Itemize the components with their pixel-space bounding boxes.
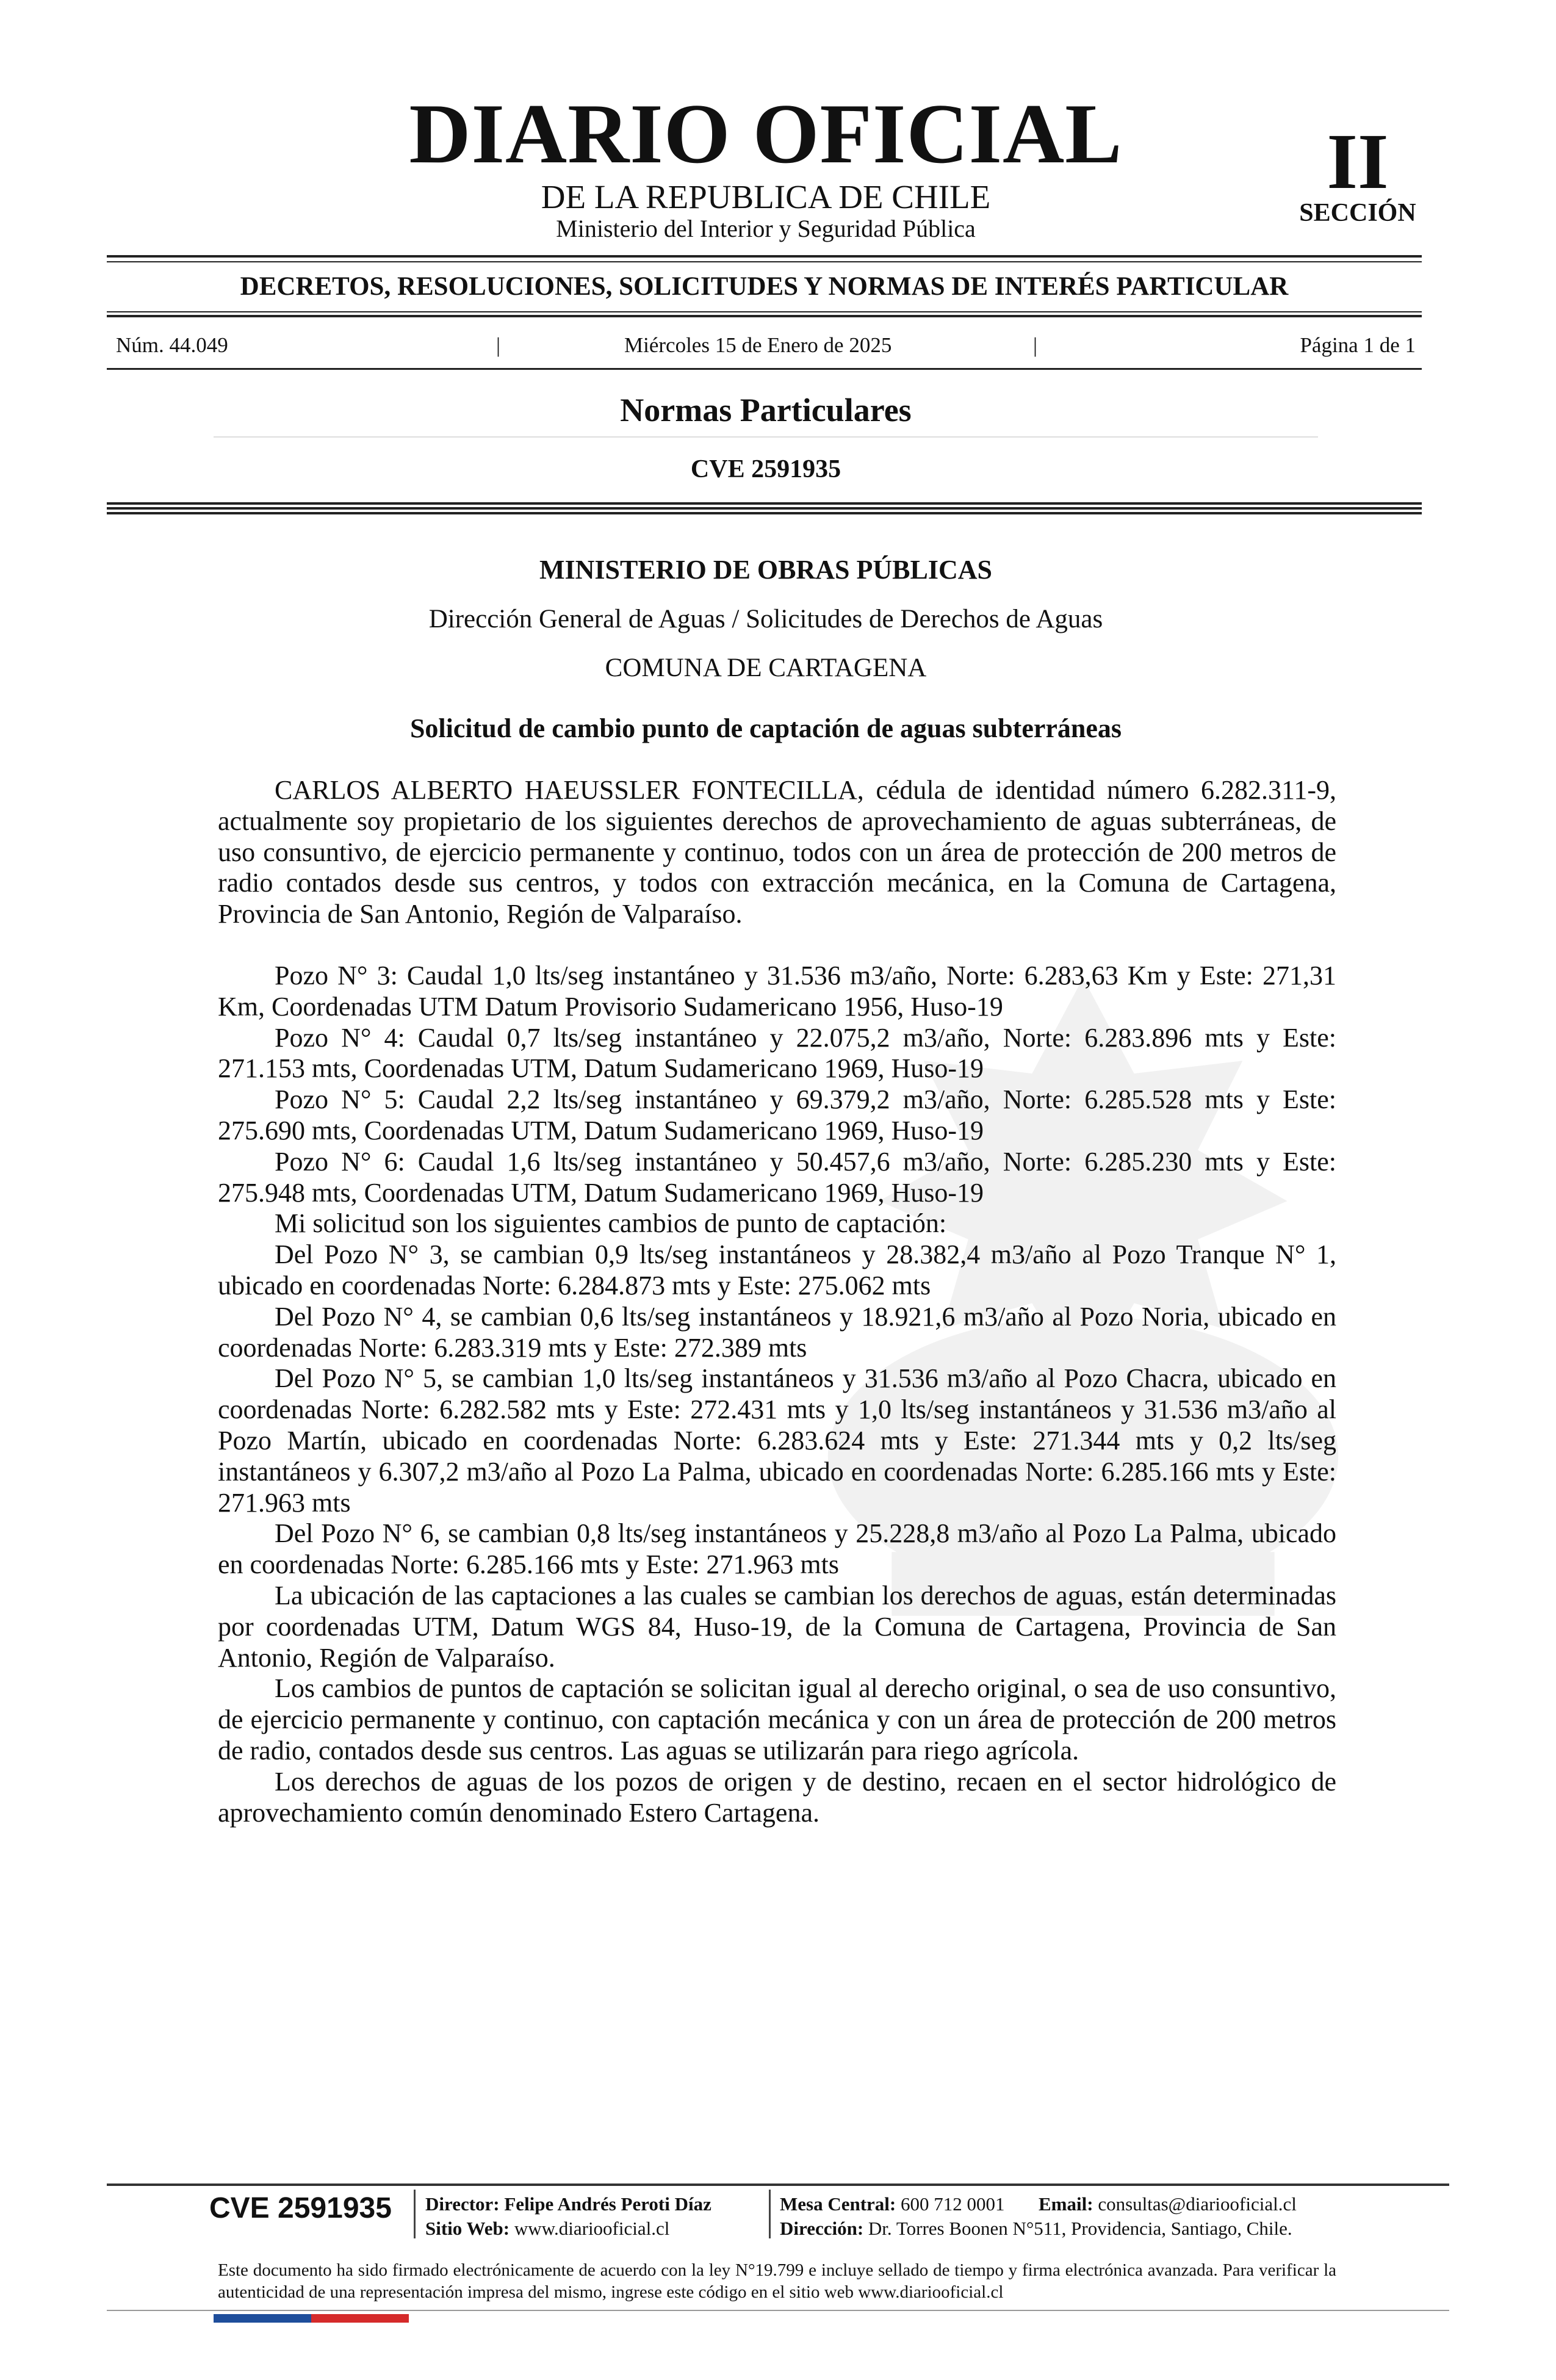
header-rule-1 [107,502,1422,505]
body-paragraph: Del Pozo N° 6, se cambian 0,8 lts/seg instantáneos y 25.228,8 m3/año al Pozo La Palma, ubicado en coordenadas Norte: 6.285.166 mts y Este: 271.963 mts [218,1518,1336,1580]
footer-bottom-rule [107,2310,1449,2311]
section-label: SECCIÓN [1299,199,1416,227]
commune-heading: COMUNA DE CARTAGENA [605,654,927,682]
email-label: Email: [1039,2193,1093,2215]
footer-legal-note: Este documento ha sido firmado electrónicamente de acuerdo con la ley N°19.799 e incluye sellado de tiempo y firma electrónica avanzada. Para verificar la autenticidad de una representación impresa del mismo, ingrese este código en el sitio web www.diariooficial.cl [218,2260,1336,2302]
issue-rule [107,368,1422,370]
body-paragraph: Pozo N° 6: Caudal 1,6 lts/seg instantáneo y 50.457,6 m3/año, Norte: 6.285.230 mts y Este: 275.948 mts, Coordenadas UTM, Datum Sudamericano 1969, Huso-19 [218,1146,1336,1208]
footer-divider [414,2190,416,2238]
body-paragraph: Pozo N° 4: Caudal 0,7 lts/seg instantáneo y 22.075,2 m3/año, Norte: 6.283.896 mts y Este: 271.153 mts, Coordenadas UTM, Datum Sudamericano 1969, Huso-19 [218,1022,1336,1084]
body-paragraph: Los cambios de puntos de captación se solicitan igual al derecho original, o sea de uso consuntivo, de ejercicio permanente y continuo, con captación mecánica y con un área de protección de 200 metros de radio, contados desde sus centros. Las aguas se utilizarán para riego agrícola. [218,1673,1336,1765]
footer-website [425,2219,669,2238]
banner-rule-bottom [107,315,1422,317]
body-paragraph: Pozo N° 3: Caudal 1,0 lts/seg instantáneo y 31.536 m3/año, Norte: 6.283,63 Km y Este: 271,31 Km, Coordenadas UTM Datum Provisorio Sudamericano 1956, Huso-19 [218,960,1336,1022]
cve-code: CVE 2591935 [690,455,841,483]
address-text: Dr. Torres Boonen N°511, Providencia, Santiago, Chile. [868,2218,1292,2239]
footer-cve-code: CVE 2591935 [209,2192,392,2224]
email-link[interactable]: consultas@diariooficial.cl [1098,2193,1297,2215]
body-paragraph: Mi solicitud son los siguientes cambios de punto de captación: [275,1208,947,1239]
body-paragraph: Del Pozo N° 4, se cambian 0,6 lts/seg instantáneos y 18.921,6 m3/año al Pozo Noria, ubicado en coordenadas Norte: 6.283.319 mts y Este: 272.389 mts [218,1301,1336,1363]
section-banner: DECRETOS, RESOLUCIONES, SOLICITUDES Y NORMAS DE INTERÉS PARTICULAR [240,272,1289,301]
masthead-rule-top-thin [107,261,1422,262]
footer-director [425,2194,711,2213]
banner-rule-thin [107,311,1422,312]
section-number: II [1327,118,1389,206]
website-label: Sitio Web: [425,2218,510,2239]
request-title: Solicitud de cambio punto de captación de aguas subterráneas [409,713,1122,743]
address-label: Dirección: [780,2218,864,2239]
body-paragraph: Del Pozo N° 5, se cambian 1,0 lts/seg instantáneos y 31.536 m3/año al Pozo Chacra, ubicado en coordenadas Norte: 6.282.582 mts y Este: 272.431 mts y 1,0 lts/seg instantáneos y 31.536 m3/año al Pozo Martín, ubicado en coordenadas Norte: 6.283.624 mts y Este: 271.344 mts y 0,2 lts/seg instantáneos y 6.307,2 m3/año al Pozo La Palma, ubicado en coordenadas Norte: 6.285.166 mts y Este: 271.963 mts [218,1363,1336,1518]
issue-page: Página 1 de 1 [1300,333,1416,357]
section-title-rule [214,436,1318,438]
flag-stripe-blue [214,2314,311,2323]
masthead-rule-top [107,255,1422,258]
body-paragraph: Pozo N° 5: Caudal 2,2 lts/seg instantáneo y 69.379,2 m3/año, Norte: 6.285.528 mts y Este: 275.690 mts, Coordenadas UTM, Datum Sudamericano 1969, Huso-19 [218,1084,1336,1145]
director-label: Director: [425,2193,500,2215]
issue-separator: | [1033,333,1038,357]
section-title: Normas Particulares [620,392,912,428]
body-paragraph: La ubicación de las captaciones a las cuales se cambian los derechos de aguas, están determinadas por coordenadas UTM, Datum WGS 84, Huso-19, de la Comuna de Cartagena, Provincia de San Antonio, Región de Valparaíso. [218,1580,1336,1673]
issue-separator: | [496,333,501,357]
masthead-ministry: Ministerio del Interior y Seguridad Pública [556,215,976,242]
flag-stripe-red [311,2314,409,2323]
website-link[interactable]: www.diariooficial.cl [514,2218,670,2239]
footer-contact [780,2194,1297,2213]
header-rule-2 [107,507,1422,510]
department-heading: Dirección General de Aguas / Solicitudes de Derechos de Aguas [428,605,1103,633]
footer-address [780,2219,1292,2238]
issue-date: Miércoles 15 de Enero de 2025 [624,333,892,357]
footer-divider [769,2190,771,2238]
body-paragraph: Los derechos de aguas de los pozos de origen y de destino, recaen en el sector hidrológico de aprovechamiento común denominado Estero Cartagena. [218,1766,1336,1828]
mesa-phone: 600 712 0001 [901,2193,1005,2215]
body-paragraph: CARLOS ALBERTO HAEUSSLER FONTECILLA, cédula de identidad número 6.282.311-9, actualmente soy propietario de los siguientes derechos de aprovechamiento de aguas subterráneas, de uso consuntivo, de ejercicio permanente y continuo, todos con un área de protección de 200 metros de radio contados desde sus centros, y todos con extracción mecánica, en la Comuna de Cartagena, Provincia de San Antonio, Región de Valparaíso. [218,775,1336,929]
masthead-subtitle: DE LA REPUBLICA DE CHILE [541,178,991,215]
footer-rule [107,2183,1449,2186]
mesa-label: Mesa Central: [780,2193,896,2215]
issue-number: Núm. 44.049 [116,333,228,357]
header-rule-3 [107,512,1422,514]
body-paragraph: Del Pozo N° 3, se cambian 0,9 lts/seg instantáneos y 28.382,4 m3/año al Pozo Tranque N° 1, ubicado en coordenadas Norte: 6.284.873 mts y Este: 275.062 mts [218,1239,1336,1300]
masthead-title: DIARIO OFICIAL [409,87,1123,181]
director-name: Felipe Andrés Peroti Díaz [504,2193,711,2215]
ministry-heading: MINISTERIO DE OBRAS PÚBLICAS [539,555,993,585]
document-body [218,775,1336,1828]
